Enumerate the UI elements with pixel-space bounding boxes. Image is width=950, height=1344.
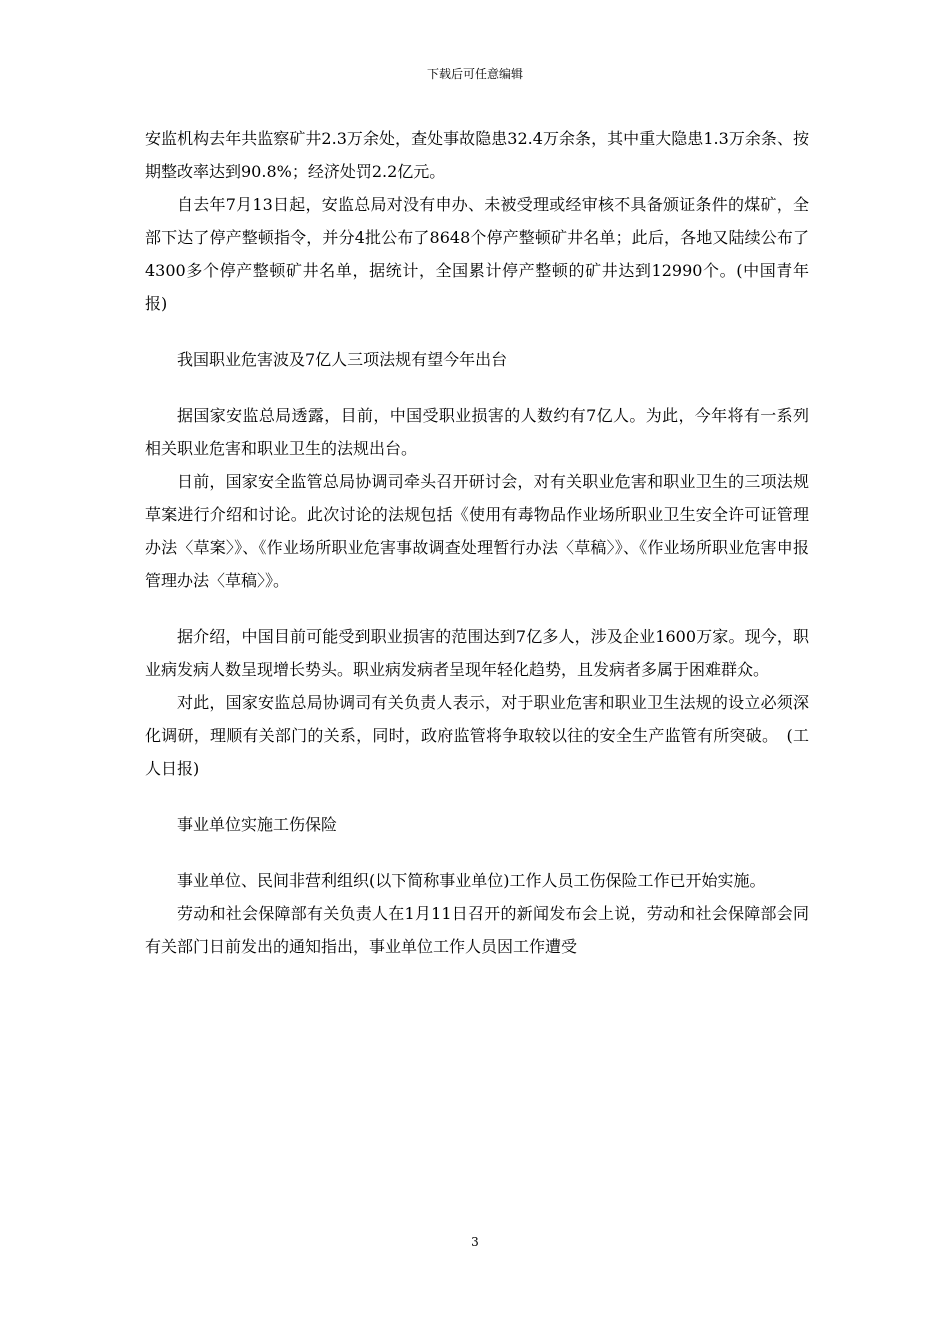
paragraph-scope-of-harm: 据介绍，中国目前可能受到职业损害的范围达到7亿多人，涉及企业1600万家。现今，职业病发病人数呈现增长势头。职业病发病者呈现年轻化趋势，且发病者多属于困难群众。 <box>145 627 809 679</box>
paragraph-press-conference: 劳动和社会保障部有关负责人在1月11日召开的新闻发布会上说，劳动和社会保障部会同有关部门日前发出的通知指出，事业单位工作人员因工作遭受 <box>145 904 809 956</box>
section-heading-occupational-hazards: 我国职业危害波及7亿人三项法规有望今年出台 <box>177 350 508 369</box>
paragraph-700-million-affected: 据国家安监总局透露，目前，中国受职业损害的人数约有7亿人。为此，今年将有一系列相关职业危害和职业卫生的法规出台。 <box>145 406 809 458</box>
paragraph-mine-inspection: 安监机构去年共监察矿井2.3万余处，查处事故隐患32.4万余条，其中重大隐患1.3万余条、按期整改率达到90.8%；经济处罚2.2亿元。 <box>145 129 809 181</box>
page-header: 下载后可任意编辑 <box>426 67 523 81</box>
page-number: 3 <box>471 1235 479 1249</box>
paragraph-insurance-implementation: 事业单位、民间非营利组织(以下简称事业单位)工作人员工伤保险工作已开始实施。 <box>177 871 766 890</box>
document-body <box>145 122 809 963</box>
paragraph-suspension-orders: 自去年7月13日起，安监总局对没有申办、未被受理或经审核不具备颁证条件的煤矿，全部下达了停产整顿指令，并分4批公布了8648个停产整顿矿井名单；此后，各地又陆续公布了4300多个停产整顿矿井名单，据统计，全国累计停产整顿的矿井达到12990个。(中国青年报) <box>145 195 809 313</box>
paragraph-regulation-drafts: 日前，国家安全监管总局协调司牵头召开研讨会，对有关职业危害和职业卫生的三项法规草案进行介绍和讨论。此次讨论的法规包括《使用有毒物品作业场所职业卫生安全许可证管理办法〈草案〉》、《作业场所职业危害事故调查处理暂行办法〈草稿〉》、《作业场所职业危害申报管理办法〈草稿〉》。 <box>145 472 809 590</box>
paragraph-official-statement: 对此，国家安监总局协调司有关负责人表示，对于职业危害和职业卫生法规的设立必须深化调研，理顺有关部门的关系，同时，政府监管将争取较以往的安全生产监管有所突破。 (工人日报) <box>145 693 809 778</box>
section-heading-work-injury-insurance: 事业单位实施工伤保险 <box>177 815 338 834</box>
